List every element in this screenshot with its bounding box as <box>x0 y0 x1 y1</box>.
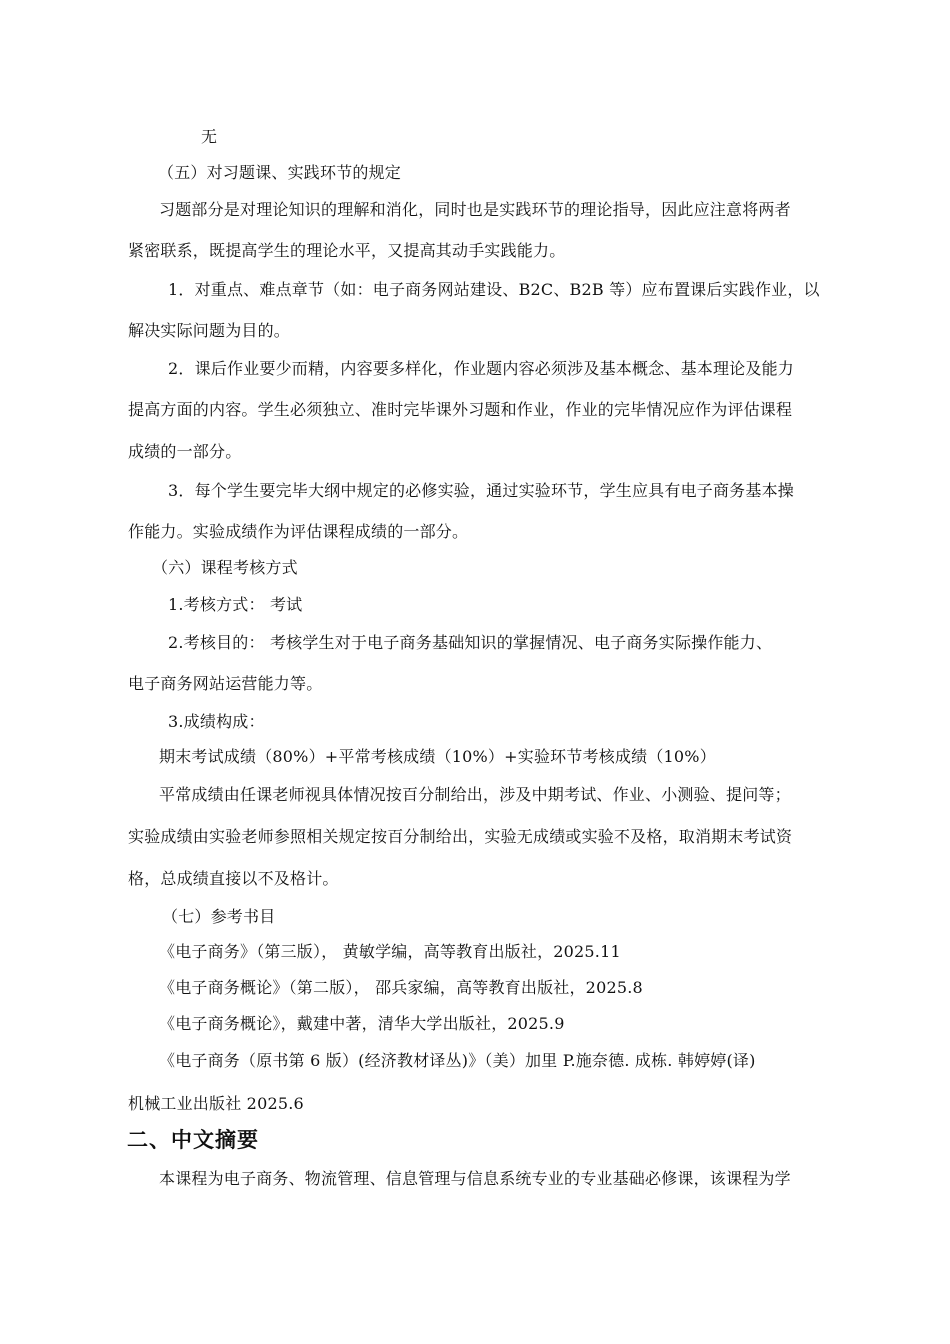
text-none: 无 <box>201 127 218 146</box>
list-item-line: 提高方面的内容。学生必须独立、准时完毕课外习题和作业，作业的完毕情况应作为评估课程 <box>128 400 793 419</box>
list-item-line: 成绩的一部分。 <box>128 442 242 461</box>
paragraph-line: 格，总成绩直接以不及格计。 <box>128 869 339 888</box>
paragraph-line: 习题部分是对理论知识的理解和消化，同时也是实践环节的理论指导，因此应注意将两者 <box>159 200 791 219</box>
list-item-line: 3．每个学生要完毕大纲中规定的必修实验，通过实验环节，学生应具有电子商务基本操 <box>168 481 794 500</box>
grade-composition-label: 3.成绩构成： <box>168 712 265 731</box>
subheading-references: （七）参考书目 <box>162 907 276 926</box>
reference-item-cont: 机械工业出版社 2025.6 <box>128 1094 304 1113</box>
abstract-paragraph-line: 本课程为电子商务、物流管理、信息管理与信息系统专业的专业基础必修课，该课程为学 <box>159 1169 791 1188</box>
grade-composition-formula: 期末考试成绩（80%）+平常考核成绩（10%）+实验环节考核成绩（10%） <box>159 747 716 766</box>
assessment-method: 1.考核方式： 考试 <box>168 595 303 614</box>
list-item-line: 解决实际问题为目的。 <box>128 321 291 340</box>
section-heading-abstract: 二、中文摘要 <box>127 1128 259 1152</box>
assessment-purpose-cont: 电子商务网站运营能力等。 <box>128 674 323 693</box>
reference-item: 《电子商务（原书第 6 版）(经济教材译丛)》（美）加里 P.施奈德. 成栋. 韩婷婷(译) <box>159 1051 756 1070</box>
subheading-exercise-rules: （五）对习题课、实践环节的规定 <box>158 163 402 182</box>
reference-item: 《电子商务》（第三版）， 黄敏学编，高等教育出版社，2025.11 <box>159 942 621 961</box>
list-item-line: 2．课后作业要少而精，内容要多样化，作业题内容必须涉及基本概念、基本理论及能力 <box>168 359 794 378</box>
paragraph-line: 实验成绩由实验老师参照相关规定按百分制给出，实验无成绩或实验不及格，取消期末考试资 <box>128 827 793 846</box>
list-item-line: 1．对重点、难点章节（如：电子商务网站建设、B2C、B2B 等）应布置课后实践作业，以 <box>168 280 820 299</box>
reference-item: 《电子商务概论》（第二版）， 邵兵家编，高等教育出版社，2025.8 <box>159 978 643 997</box>
paragraph-line: 紧密联系，既提高学生的理论水平，又提高其动手实践能力。 <box>128 241 566 260</box>
reference-item: 《电子商务概论》，戴建中著，清华大学出版社，2025.9 <box>159 1014 565 1033</box>
subheading-assessment: （六）课程考核方式 <box>152 558 298 577</box>
assessment-purpose: 2.考核目的： 考核学生对于电子商务基础知识的掌握情况、电子商务实际操作能力、 <box>168 633 773 652</box>
list-item-line: 作能力。实验成绩作为评估课程成绩的一部分。 <box>128 522 469 541</box>
paragraph-line: 平常成绩由任课老师视具体情况按百分制给出，涉及中期考试、作业、小测验、提问等； <box>159 785 791 804</box>
